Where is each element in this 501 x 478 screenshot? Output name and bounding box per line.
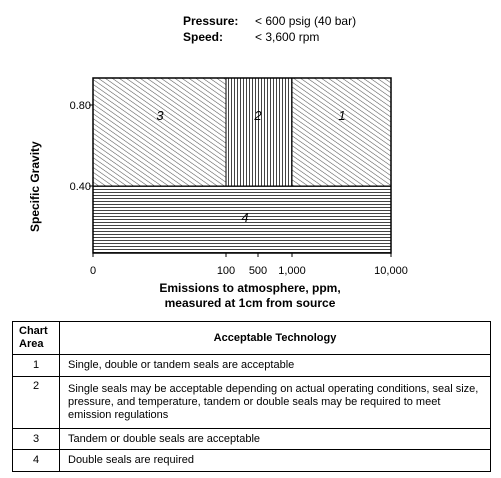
region-label-2: 2 bbox=[254, 108, 262, 123]
table-row bbox=[13, 355, 491, 377]
speed-label: Speed: bbox=[183, 30, 224, 44]
area-cell: 1 bbox=[13, 355, 60, 377]
area-cell: 2 bbox=[13, 377, 60, 429]
region-2 bbox=[226, 78, 292, 186]
x-tick-label: 100 bbox=[216, 265, 236, 277]
region-1 bbox=[292, 78, 391, 186]
y-tick-label: 0.40 bbox=[69, 181, 91, 193]
region-label-1: 1 bbox=[338, 108, 346, 123]
region-label-3: 3 bbox=[156, 108, 164, 123]
y-tick-label: 0.80 bbox=[69, 100, 91, 112]
table-row bbox=[13, 429, 491, 450]
x-tick-label: 10,000 bbox=[374, 265, 408, 277]
x-tick-label: 0 bbox=[89, 265, 97, 277]
y-axis-label: Specific Gravity bbox=[28, 141, 42, 232]
area-cell: 4 bbox=[13, 450, 60, 472]
region-label-4: 4 bbox=[241, 210, 249, 225]
table-row bbox=[13, 377, 491, 429]
pressure-label: Pressure: bbox=[183, 14, 239, 28]
region-3 bbox=[93, 78, 226, 186]
acceptable-technology-table bbox=[12, 321, 491, 472]
technology-cell: Double seals are required bbox=[60, 450, 491, 472]
technology-cell: Single seals may be acceptable depending on actual operating conditions, seal size, pressure, and temperature, tandem or double seals may be required to meet emission regulations bbox=[60, 377, 491, 429]
x-axis-label-line-2: measured at 1cm from source bbox=[164, 296, 336, 310]
x-axis-label bbox=[100, 281, 400, 311]
acceptable-technology-header: Acceptable Technology bbox=[60, 322, 491, 355]
pressure-value: < 600 psig (40 bar) bbox=[255, 14, 357, 28]
area-cell: 3 bbox=[13, 429, 60, 450]
chart-area-header: Chart Area bbox=[13, 322, 60, 355]
x-axis-label-line-1: Emissions to atmosphere, ppm, bbox=[159, 281, 341, 295]
technology-cell: Single, double or tandem seals are acceptable bbox=[60, 355, 491, 377]
technology-cell: Tandem or double seals are acceptable bbox=[60, 429, 491, 450]
speed-value: < 3,600 rpm bbox=[255, 30, 320, 44]
x-tick-label: 500 bbox=[248, 265, 268, 277]
table-row bbox=[13, 450, 491, 472]
table-header-row bbox=[13, 322, 491, 355]
x-tick-label: 1,000 bbox=[278, 265, 306, 277]
